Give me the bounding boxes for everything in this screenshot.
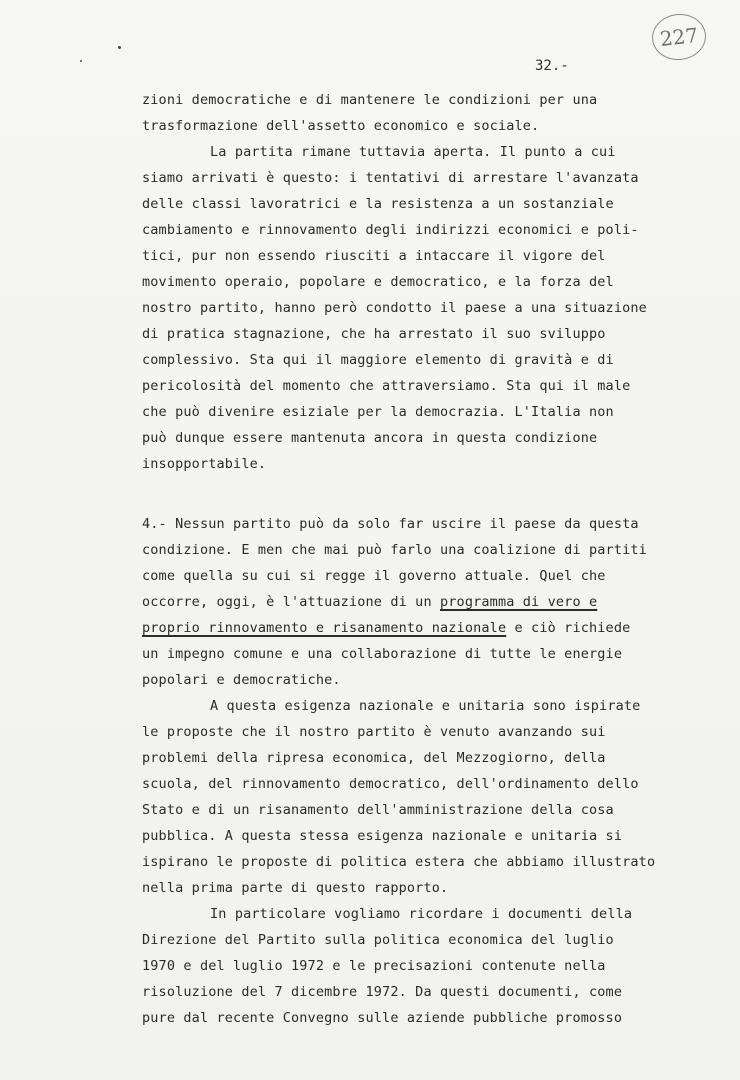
text-line: tici, pur non essendo riusciti a intaccare il vigore del [142,248,606,264]
text-line: In particolare vogliamo ricordare i documenti della [210,906,633,922]
paragraph-block-1 [142,87,702,477]
text-line: che può divenire esiziale per la democrazia. L'Italia non [142,404,614,420]
text-line: di pratica stagnazione, che ha arrestato il suo sviluppo [142,326,606,342]
ink-speck [118,46,121,49]
text-line [142,589,702,615]
archive-stamp-number: 227 [658,23,700,51]
text-line: può dunque essere mantenuta ancora in questa condizione [142,430,598,446]
paragraph-block-2 [142,511,702,1031]
text-line: le proposte che il nostro partito è venuto avanzando sui [142,724,606,740]
text-line: La partita rimane tuttavia aperta. Il punto a cui [210,144,616,160]
text-line: cambiamento e rinnovamento degli indirizzi economici e poli- [142,222,639,238]
text-line: complessivo. Sta qui il maggiore elemento di gravità e di [142,352,614,368]
text-line: come quella su cui si regge il governo attuale. Quel che [142,568,606,584]
archive-stamp [650,11,709,62]
text-line: pericolosità del momento che attraversiamo. Sta qui il male [142,378,631,394]
text-line: Stato e di un risanamento dell'amministrazione della cosa [142,802,614,818]
text-line: A questa esigenza nazionale e unitaria sono ispirate [210,698,641,714]
text-line: siamo arrivati è questo: i tentativi di arrestare l'avanzata [142,170,639,186]
text-line: insopportabile. [142,456,267,472]
text-line: popolari e democratiche. [142,672,341,688]
text-line: scuola, del rinnovamento democratico, dell'ordinamento dello [142,776,639,792]
text-line: ispirano le proposte di politica estera che abbiamo illustrato [142,854,656,870]
text-line: 1970 e del luglio 1972 e le precisazioni contenute nella [142,958,606,974]
text-line: movimento operaio, popolare e democratico, e la forza del [142,274,614,290]
page-number: 32.- [535,58,569,74]
text-line: condizione. E men che mai può farlo una coalizione di partiti [142,542,647,558]
text-line: risoluzione del 7 dicembre 1972. Da questi documenti, come [142,984,623,1000]
text-segment: e ciò richiede [506,620,631,636]
text-line: nella prima parte di questo rapporto. [142,880,449,896]
text-line: pure dal recente Convegno sulle aziende pubbliche promosso [142,1010,623,1026]
text-line [142,615,702,641]
underlined-phrase: proprio rinnovamento e risanamento nazionale [142,620,507,636]
text-line: problemi della ripresa economica, del Mezzogiorno, della [142,750,606,766]
underlined-phrase: programma di vero e [440,594,598,610]
text-line: pubblica. A questa stessa esigenza nazionale e unitaria si [142,828,623,844]
text-line: un impegno comune e una collaborazione di tutte le energie [142,646,623,662]
section-heading-line: 4.- Nessun partito può da solo far uscire il paese da questa [142,516,639,532]
text-line: delle classi lavoratrici e la resistenza a un sostanziale [142,196,614,212]
ink-speck [80,60,82,62]
text-line: Direzione del Partito sulla politica economica del luglio [142,932,614,948]
text-line: nostro partito, hanno però condotto il paese a una situazione [142,300,647,316]
text-segment: occorre, oggi, è l'attuazione di un [142,594,440,610]
text-line: trasformazione dell'assetto economico e sociale. [142,118,540,134]
text-line: zioni democratiche e di mantenere le condizioni per una [142,92,598,108]
